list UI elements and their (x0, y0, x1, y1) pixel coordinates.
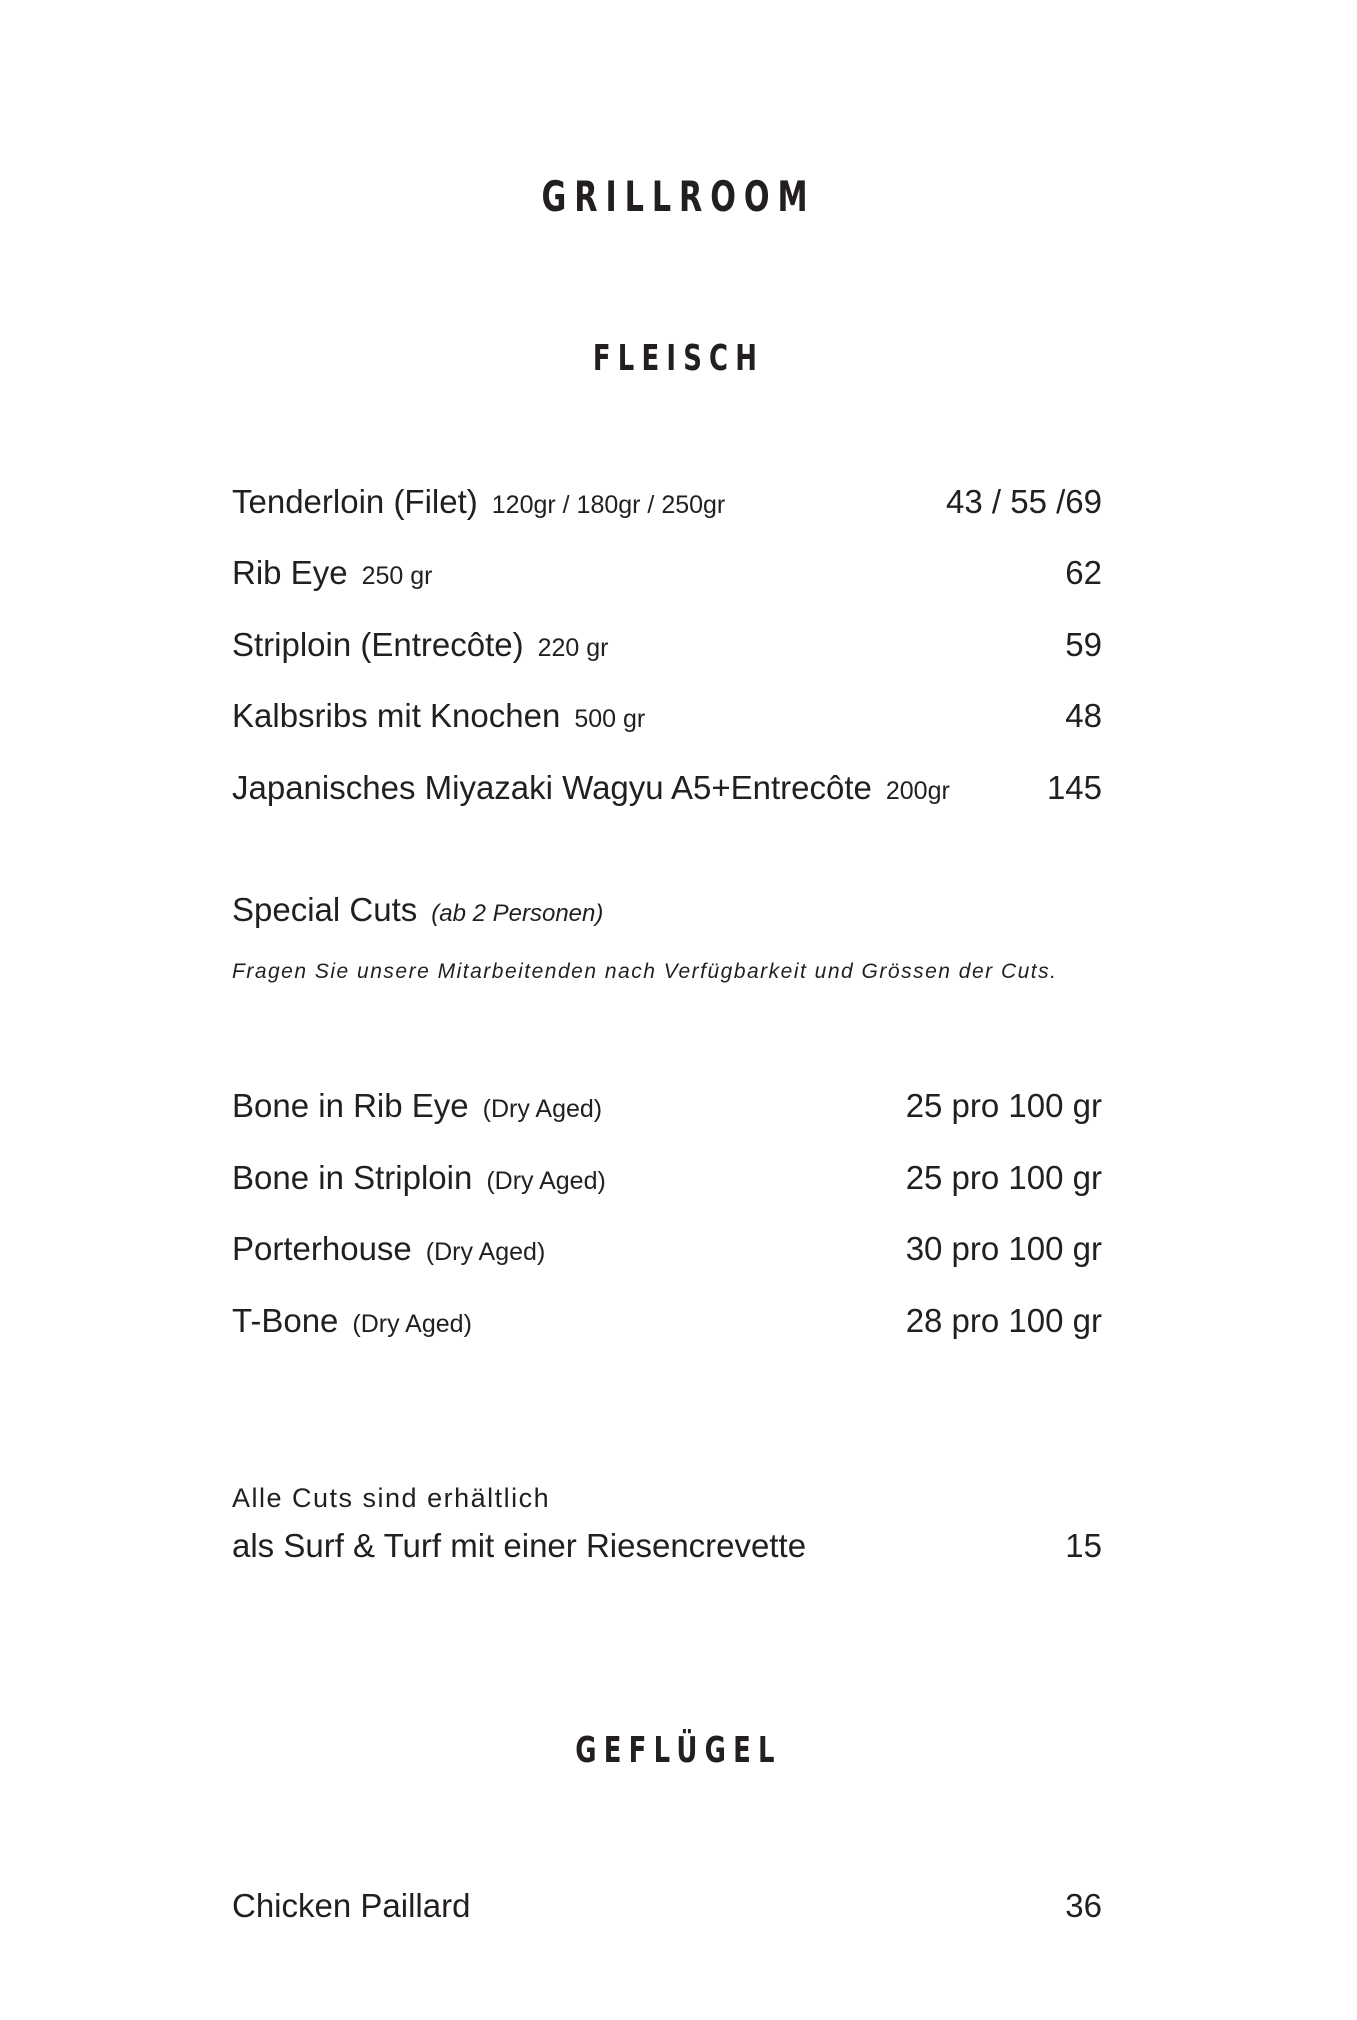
item-name: Porterhouse (232, 1230, 412, 1267)
menu-item (232, 690, 1102, 742)
item-price: 25 pro 100 gr (905, 1159, 1102, 1196)
item-price: 28 pro 100 gr (905, 1302, 1102, 1339)
item-detail: (Dry Aged) (486, 1167, 606, 1195)
item-detail: 200gr (885, 777, 950, 805)
item-price: 145 (1046, 769, 1102, 806)
special-cuts-info: Fragen Sie unsere Mitarbeitenden nach Verfügbarkeit und Grössen der Cuts. (232, 960, 1058, 983)
menu-item (232, 1152, 1102, 1204)
special-cuts-note: (ab 2 Personen) (431, 900, 604, 927)
item-name: Bone in Rib Eye (232, 1087, 469, 1124)
item-price: 30 pro 100 gr (905, 1230, 1102, 1267)
item-detail: (Dry Aged) (425, 1238, 546, 1266)
menu-item (232, 619, 1102, 671)
item-detail: 500 gr (574, 705, 646, 733)
item-name: als Surf & Turf mit einer Riesencrevette (232, 1527, 807, 1564)
menu-item (232, 1223, 1102, 1275)
item-detail: 250 gr (361, 562, 433, 590)
item-price: 59 (1065, 626, 1102, 663)
menu-item (232, 1520, 1102, 1572)
item-name: T-Bone (232, 1302, 339, 1339)
section-heading-fleisch: FLEISCH (592, 338, 765, 379)
item-price: 43 / 55 /69 (946, 483, 1102, 520)
menu-item (232, 1080, 1102, 1132)
section-heading-gefluegel: GEFLÜGEL (575, 1730, 782, 1771)
page-title: GRILLROOM (541, 172, 816, 221)
special-cuts (232, 884, 603, 940)
menu-item (232, 1880, 1102, 1932)
menu-item (232, 1295, 1102, 1347)
item-detail: 120gr / 180gr / 250gr (491, 491, 726, 519)
item-name: Bone in Striploin (232, 1159, 473, 1196)
menu-item (232, 476, 1102, 528)
surf-turf-intro: Alle Cuts sind erhältlich (232, 1483, 551, 1513)
item-price: 15 (1065, 1527, 1102, 1564)
item-detail: (Dry Aged) (352, 1310, 472, 1338)
item-name: Tenderloin (Filet) (232, 483, 478, 520)
item-price: 62 (1065, 554, 1102, 591)
item-detail: 220 gr (537, 634, 609, 662)
item-price: 25 pro 100 gr (905, 1087, 1102, 1124)
item-name: Japanisches Miyazaki Wagyu A5+Entrecôte (232, 769, 872, 806)
item-name: Chicken Paillard (232, 1887, 471, 1924)
item-name: Kalbsribs mit Knochen (232, 697, 561, 734)
item-price: 36 (1065, 1887, 1102, 1924)
menu-item (232, 762, 1102, 814)
item-detail: (Dry Aged) (482, 1095, 603, 1123)
item-name: Rib Eye (232, 554, 348, 591)
menu-item (232, 547, 1102, 599)
item-name: Striploin (Entrecôte) (232, 626, 524, 663)
item-price: 48 (1065, 697, 1102, 734)
special-cuts-label: Special Cuts (232, 891, 418, 928)
